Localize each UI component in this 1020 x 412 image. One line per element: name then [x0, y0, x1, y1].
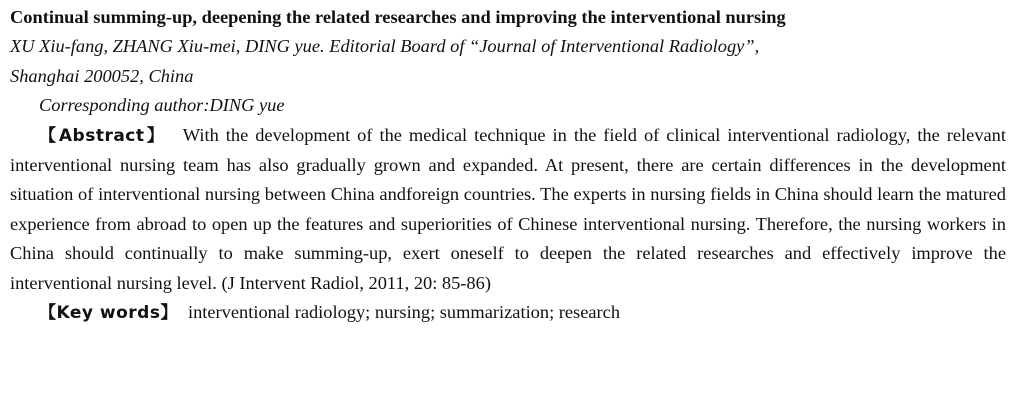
author-affiliation-line-2: Shanghai 200052, China: [10, 65, 194, 86]
keywords-text: interventional radiology; nursing; summarization; research: [187, 302, 621, 323]
abstract-label: 【Abstract】: [39, 125, 167, 146]
author-affiliation-line-1: XU Xiu-fang, ZHANG Xiu-mei, DING yue. Editorial Board of “Journal of Interventional Radiology”,: [10, 36, 760, 57]
abstract-paragraph: [10, 121, 1006, 298]
paper-title: Continual summing-up, deepening the related researches and improving the interventional nursing: [10, 7, 786, 27]
keywords-paragraph: [10, 298, 1006, 328]
paper-abstract-page: [10, 0, 1006, 412]
corresponding-author: Corresponding author:DING yue: [39, 95, 285, 116]
abstract-text: With the development of the medical technique in the field of clinical interventional radiology, the relevant interventional nursing team has also gradually grown and expanded. At present, there are certain differences in the development situation of interventional nursing between China andforeign countries. The experts in nursing fields in China should learn the matured experience from abroad to open up the features and superiorities of Chinese interventional nursing. Therefore, the nursing workers in China should continually to make summing-up, exert oneself to deepen the related researches and effectively improve the interventional nursing level. (J Intervent Radiol, 2011, 20: 85-86): [10, 124, 1006, 293]
keywords-label: 【Key words】: [39, 303, 178, 324]
